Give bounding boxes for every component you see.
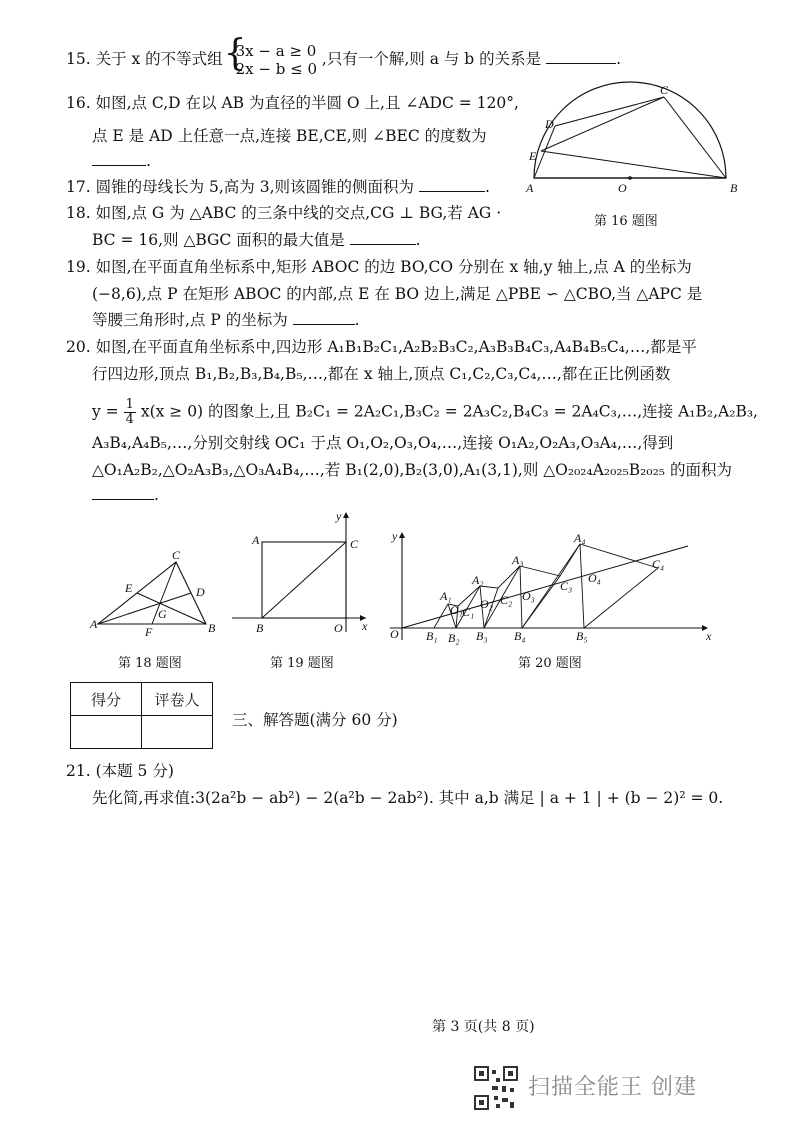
caption-fig16: 第 16 题图 — [594, 214, 658, 229]
question-21-title: 21. (本题 5 分) — [66, 762, 174, 780]
label-O: O — [334, 621, 343, 635]
fraction-one-quarter: $\frac{1}{4}$ — [125, 397, 134, 427]
question-20-blank: . — [92, 484, 159, 506]
label-C: C — [350, 537, 359, 551]
label-O: O — [618, 181, 627, 195]
answer-blank — [350, 230, 416, 245]
answer-blank — [92, 151, 146, 166]
label-O1: O₁ — [450, 603, 463, 617]
score-header: 得分 — [71, 683, 142, 716]
score-cell[interactable] — [71, 716, 142, 749]
label-G: G — [158, 607, 167, 621]
qr-code-icon — [474, 1066, 518, 1110]
label-C2: C₂ — [500, 593, 513, 607]
label-F: F — [145, 625, 153, 639]
q15-suffix: ,只有一个解,则 a 与 b 的关系是 — [321, 50, 542, 68]
label-A4: A₄ — [574, 531, 586, 545]
label-B5: B₅ — [576, 629, 588, 643]
label-B: B — [208, 621, 216, 635]
caption-fig20: 第 20 题图 — [518, 656, 582, 671]
label-y: y — [392, 529, 398, 543]
label-O3: O₃ — [522, 589, 535, 603]
q20-eq-lhs: y = — [92, 402, 119, 421]
answer-blank — [419, 177, 485, 192]
question-21-body: 先化简,再求值:3(2a²b − ab²) − 2(a²b − 2ab²). 其中 a,b 满足 | a + 1 | + (b − 2)² = 0. — [92, 789, 724, 807]
label-B3: B₃ — [476, 629, 488, 643]
figure-16 — [524, 83, 744, 198]
answer-blank — [92, 485, 154, 500]
question-19-line3: 等腰三角形时,点 P 的坐标为 . — [92, 311, 360, 329]
label-C1: C₁ — [462, 605, 475, 619]
label-B2: B₂ — [448, 631, 460, 645]
label-x: x — [706, 629, 712, 643]
figure-20 — [384, 528, 714, 648]
inequality-1: { 3x − a ≥ 0 — [235, 42, 317, 60]
label-D: D — [545, 117, 554, 131]
q19-text: 等腰三角形时,点 P 的坐标为 — [92, 311, 288, 329]
answer-blank — [546, 49, 616, 64]
q18-text: BC = 16,则 △BGC 面积的最大值是 — [92, 231, 345, 249]
label-C: C — [660, 83, 669, 97]
question-17: 17. 圆锥的母线长为 5,高为 3,则该圆锥的侧面积为 . — [66, 178, 490, 196]
label-A: A — [90, 617, 98, 631]
question-16-line2 — [92, 125, 487, 147]
score-table — [70, 682, 213, 749]
label-C3: C₃ — [560, 579, 573, 593]
q17-text: 17. 圆锥的母线长为 5,高为 3,则该圆锥的侧面积为 — [66, 178, 415, 196]
question-19-line1: 19. 如图,在平面直角坐标系中,矩形 ABOC 的边 BO,CO 分别在 x 轴,y 轴上,点 A 的坐标为 — [66, 258, 692, 276]
watermark: 扫描全能王 创建 — [528, 1075, 697, 1100]
label-y: y — [336, 509, 342, 523]
label-B1: B₁ — [426, 629, 438, 643]
caption-fig18: 第 18 题图 — [118, 656, 182, 671]
label-A2: A₂ — [472, 573, 484, 587]
label-O4: O₄ — [588, 571, 601, 585]
label-A: A — [526, 181, 534, 195]
label-E: E — [529, 149, 537, 163]
inequality-system — [228, 42, 317, 78]
question-19-line2: (−8,6),点 P 在矩形 ABOC 的内部,点 E 在 BO 边上,满足 △PBE ∽ △CBO,当 △APC 是 — [92, 285, 703, 303]
label-A1: A₁ — [440, 589, 452, 603]
question-20-line2: 行四边形,顶点 B₁,B₂,B₃,B₄,B₅,…,都在 x 轴上,顶点 C₁,C₂,C₃,C₄,…,都在正比例函数 — [92, 365, 671, 383]
label-C4: C₄ — [652, 557, 665, 571]
question-15: 15. 关于 x 的不等式组 { 3x − a ≥ 0 2x − b ≤ 0 ,只有一个解,则 a 与 b 的关系是 . — [66, 42, 621, 78]
q16-text: 点 E 是 AD 上任意一点,连接 BE,CE,则 ∠BEC 的度数为 — [92, 127, 487, 145]
question-20-line1: 20. 如图,在平面直角坐标系中,四边形 A₁B₁B₂C₁,A₂B₂B₃C₂,A₃B₃B₄C₃,A₄B₄B₅C₄,…,都是平 — [66, 338, 697, 356]
page-footer: 第 3 页(共 8 页) — [432, 1019, 535, 1035]
label-A3: A₃ — [512, 553, 524, 567]
label-O2: O₂ — [480, 597, 493, 611]
label-B4: B₄ — [514, 629, 526, 643]
label-B: B — [730, 181, 738, 195]
question-20-line4: A₃B₄,A₄B₅,…,分别交射线 OC₁ 于点 O₁,O₂,O₃,O₄,…,连接 O₁A₂,O₂A₃,O₃A₄,…,得到 — [92, 434, 674, 452]
question-18-line2: BC = 16,则 △BGC 面积的最大值是 . — [92, 231, 421, 249]
grader-cell[interactable] — [142, 716, 213, 749]
label-E: E — [125, 581, 133, 595]
label-C: C — [172, 548, 181, 562]
inequality-2: 2x − b ≤ 0 — [235, 60, 317, 78]
q20-eq-rest: x(x ≥ 0) 的图象上,且 B₂C₁ = 2A₂C₁,B₃C₂ = 2A₃C₂,B₄C₃ = 2A₄C₃,…,连接 A₁B₂,A₂B₃, — [140, 402, 758, 421]
caption-fig19: 第 19 题图 — [270, 656, 334, 671]
q15-prefix: 15. 关于 x 的不等式组 — [66, 50, 223, 68]
figure-19 — [230, 508, 370, 638]
label-D: D — [196, 585, 205, 599]
label-B: B — [256, 621, 264, 635]
label-O: O — [390, 627, 399, 641]
section-title: 三、解答题(满分 60 分) — [232, 711, 398, 729]
question-20-line5: △O₁A₂B₂,△O₂A₃B₃,△O₃A₄B₄,…,若 B₁(2,0),B₂(3,0),A₁(3,1),则 △O₂₀₂₄A₂₀₂₅B₂₀₂₅ 的面积为 — [92, 461, 732, 479]
question-16-line1: 16. 如图,点 C,D 在以 AB 为直径的半圆 O 上,且 ∠ADC = 120°, — [66, 94, 519, 112]
question-18-line1: 18. 如图,点 G 为 △ABC 的三条中线的交点,CG ⊥ BG,若 AG · — [66, 204, 502, 222]
grader-header: 评卷人 — [142, 683, 213, 716]
question-20-line3 — [92, 398, 758, 427]
answer-blank — [293, 310, 355, 325]
label-x: x — [362, 619, 368, 633]
figure-18 — [90, 548, 230, 639]
question-16-blank: . — [92, 150, 151, 172]
label-A: A — [252, 533, 260, 547]
